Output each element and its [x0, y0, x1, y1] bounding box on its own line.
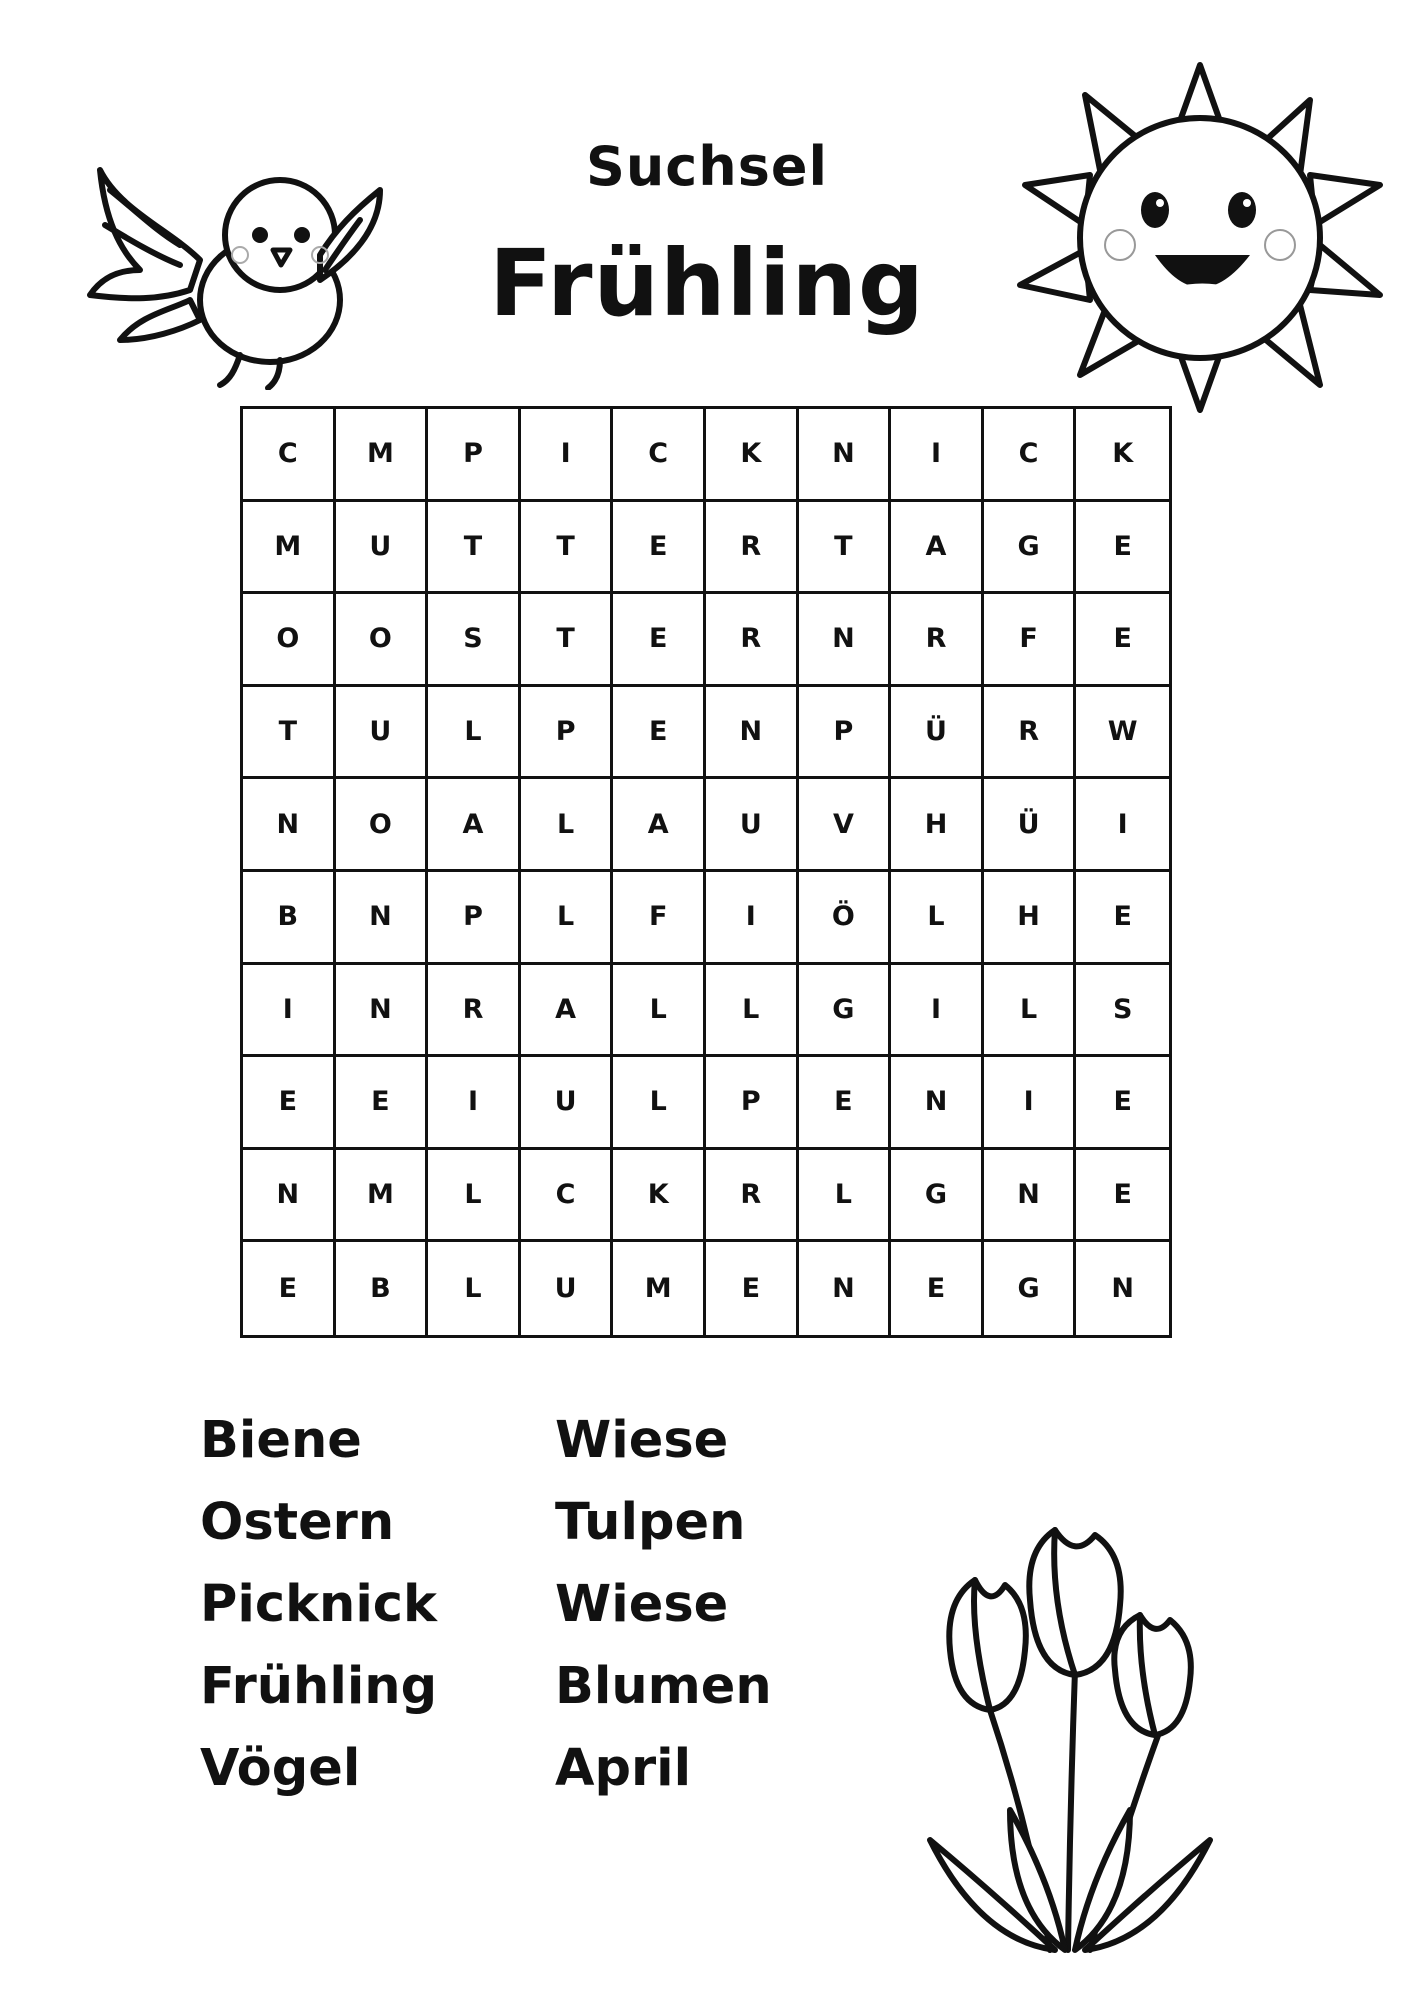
grid-cell[interactable]: E	[1076, 1150, 1169, 1243]
grid-cell[interactable]: L	[521, 872, 614, 965]
grid-cell[interactable]: Ö	[799, 872, 892, 965]
grid-cell[interactable]: L	[613, 1057, 706, 1150]
grid-cell[interactable]: K	[706, 409, 799, 502]
grid-cell[interactable]: U	[521, 1242, 614, 1335]
grid-cell[interactable]: N	[891, 1057, 984, 1150]
word-search-grid	[240, 406, 1172, 1338]
grid-cell[interactable]: B	[243, 872, 336, 965]
grid-cell[interactable]: M	[336, 1150, 429, 1243]
grid-cell[interactable]: I	[1076, 779, 1169, 872]
grid-cell[interactable]: T	[428, 502, 521, 595]
grid-cell[interactable]: M	[243, 502, 336, 595]
grid-cell[interactable]: L	[706, 965, 799, 1058]
grid-cell[interactable]: O	[243, 594, 336, 687]
grid-cell[interactable]: M	[613, 1242, 706, 1335]
grid-cell[interactable]: R	[891, 594, 984, 687]
grid-cell[interactable]: R	[706, 1150, 799, 1243]
grid-cell[interactable]: N	[243, 1150, 336, 1243]
word-item: Wiese	[555, 1411, 729, 1470]
grid-cell[interactable]: E	[243, 1057, 336, 1150]
grid-cell[interactable]: R	[706, 594, 799, 687]
grid-cell[interactable]: V	[799, 779, 892, 872]
grid-cell[interactable]: I	[891, 409, 984, 502]
grid-cell[interactable]: I	[243, 965, 336, 1058]
grid-cell[interactable]: T	[243, 687, 336, 780]
grid-cell[interactable]: E	[336, 1057, 429, 1150]
grid-cell[interactable]: E	[613, 594, 706, 687]
grid-cell[interactable]: I	[521, 409, 614, 502]
tulips-illustration	[890, 1510, 1250, 1970]
grid-cell[interactable]: L	[521, 779, 614, 872]
grid-cell[interactable]: O	[336, 779, 429, 872]
grid-cell[interactable]: R	[984, 687, 1077, 780]
grid-cell[interactable]: L	[428, 1150, 521, 1243]
grid-cell[interactable]: E	[1076, 502, 1169, 595]
grid-cell[interactable]: T	[521, 594, 614, 687]
word-item: Blumen	[555, 1657, 772, 1716]
grid-cell[interactable]: N	[984, 1150, 1077, 1243]
grid-cell[interactable]: E	[799, 1057, 892, 1150]
grid-cell[interactable]: A	[521, 965, 614, 1058]
grid-cell[interactable]: P	[521, 687, 614, 780]
grid-cell[interactable]: G	[799, 965, 892, 1058]
word-item: Biene	[200, 1411, 362, 1470]
grid-cell[interactable]: B	[336, 1242, 429, 1335]
grid-cell[interactable]: G	[984, 1242, 1077, 1335]
sun-illustration	[1010, 55, 1390, 415]
grid-cell[interactable]: G	[891, 1150, 984, 1243]
grid-cell[interactable]: L	[799, 1150, 892, 1243]
word-item: Vögel	[200, 1739, 361, 1798]
grid-cell[interactable]: Ü	[891, 687, 984, 780]
word-item: Ostern	[200, 1493, 395, 1552]
grid-cell[interactable]: N	[243, 779, 336, 872]
grid-cell[interactable]: N	[1111, 1273, 1134, 1305]
grid-cell[interactable]: R	[428, 965, 521, 1058]
grid-cell[interactable]: F	[613, 872, 706, 965]
grid-cell[interactable]: E	[613, 687, 706, 780]
grid-cell[interactable]: L	[613, 965, 706, 1058]
grid-cell[interactable]: K	[1076, 409, 1169, 502]
grid-cell[interactable]: N	[799, 594, 892, 687]
word-item: Tulpen	[555, 1493, 746, 1552]
grid-cell[interactable]: H	[891, 779, 984, 872]
grid-cell[interactable]: O	[336, 594, 429, 687]
grid-cell[interactable]: E	[891, 1242, 984, 1335]
grid-cell[interactable]: N	[706, 687, 799, 780]
grid-cell[interactable]: L	[428, 1242, 521, 1335]
grid-cell[interactable]: Ü	[984, 779, 1077, 872]
grid-cell[interactable]: T	[521, 502, 614, 595]
worksheet-subtitle: Suchsel	[585, 135, 829, 198]
grid-cell[interactable]: N	[336, 872, 429, 965]
grid-cell[interactable]: E	[1076, 1057, 1169, 1150]
grid-cell[interactable]: K	[613, 1150, 706, 1243]
word-item: Picknick	[200, 1575, 437, 1634]
grid-cell[interactable]: E	[1076, 594, 1169, 687]
grid-cell[interactable]: N	[799, 1242, 892, 1335]
grid-cell[interactable]: L	[891, 872, 984, 965]
grid-cell[interactable]: U	[706, 779, 799, 872]
grid-cell[interactable]: H	[984, 872, 1077, 965]
grid-cell[interactable]: E	[1076, 872, 1169, 965]
word-item: Wiese	[555, 1575, 729, 1634]
grid-cell[interactable]: P	[428, 409, 521, 502]
grid-cell[interactable]: U	[336, 687, 429, 780]
grid-cell[interactable]: P	[799, 687, 892, 780]
grid-cell[interactable]: E	[243, 1242, 336, 1335]
grid-cell[interactable]: A	[428, 779, 521, 872]
word-list-column-2	[555, 1400, 915, 1810]
grid-cell[interactable]: L	[428, 687, 521, 780]
grid-cell[interactable]: I	[891, 965, 984, 1058]
grid-cell[interactable]: L	[984, 965, 1077, 1058]
word-item: April	[555, 1739, 692, 1798]
word-item: Frühling	[200, 1657, 438, 1716]
grid-cell[interactable]: E	[706, 1242, 799, 1335]
worksheet-title: Frühling	[489, 230, 925, 337]
grid-cell[interactable]: S	[1076, 965, 1169, 1058]
grid-cell[interactable]: P	[428, 872, 521, 965]
grid-cell[interactable]: T	[799, 502, 892, 595]
grid-cell[interactable]: S	[428, 594, 521, 687]
grid-cell[interactable]: E	[613, 502, 706, 595]
grid-cell[interactable]: I	[706, 872, 799, 965]
grid-cell[interactable]: N	[799, 409, 892, 502]
word-list-column-1	[200, 1400, 560, 1810]
grid-cell[interactable]: G	[984, 502, 1077, 595]
grid-cell[interactable]: M	[336, 409, 429, 502]
grid-cell[interactable]: F	[984, 594, 1077, 687]
grid-cell[interactable]: W	[1076, 687, 1169, 780]
grid-cell[interactable]: U	[336, 502, 429, 595]
grid-cell[interactable]: C	[613, 409, 706, 502]
grid-cell[interactable]: A	[891, 502, 984, 595]
grid-cell[interactable]: A	[613, 779, 706, 872]
grid-cell[interactable]: N	[336, 965, 429, 1058]
grid-cell[interactable]: U	[521, 1057, 614, 1150]
grid-cell[interactable]: I	[984, 1057, 1077, 1150]
grid-cell[interactable]: P	[706, 1057, 799, 1150]
grid-cell[interactable]: C	[243, 409, 336, 502]
bird-illustration	[80, 150, 400, 390]
grid-cell[interactable]: R	[706, 502, 799, 595]
grid-cell[interactable]: C	[521, 1150, 614, 1243]
grid-cell[interactable]: C	[984, 409, 1077, 502]
grid-cell[interactable]: I	[428, 1057, 521, 1150]
